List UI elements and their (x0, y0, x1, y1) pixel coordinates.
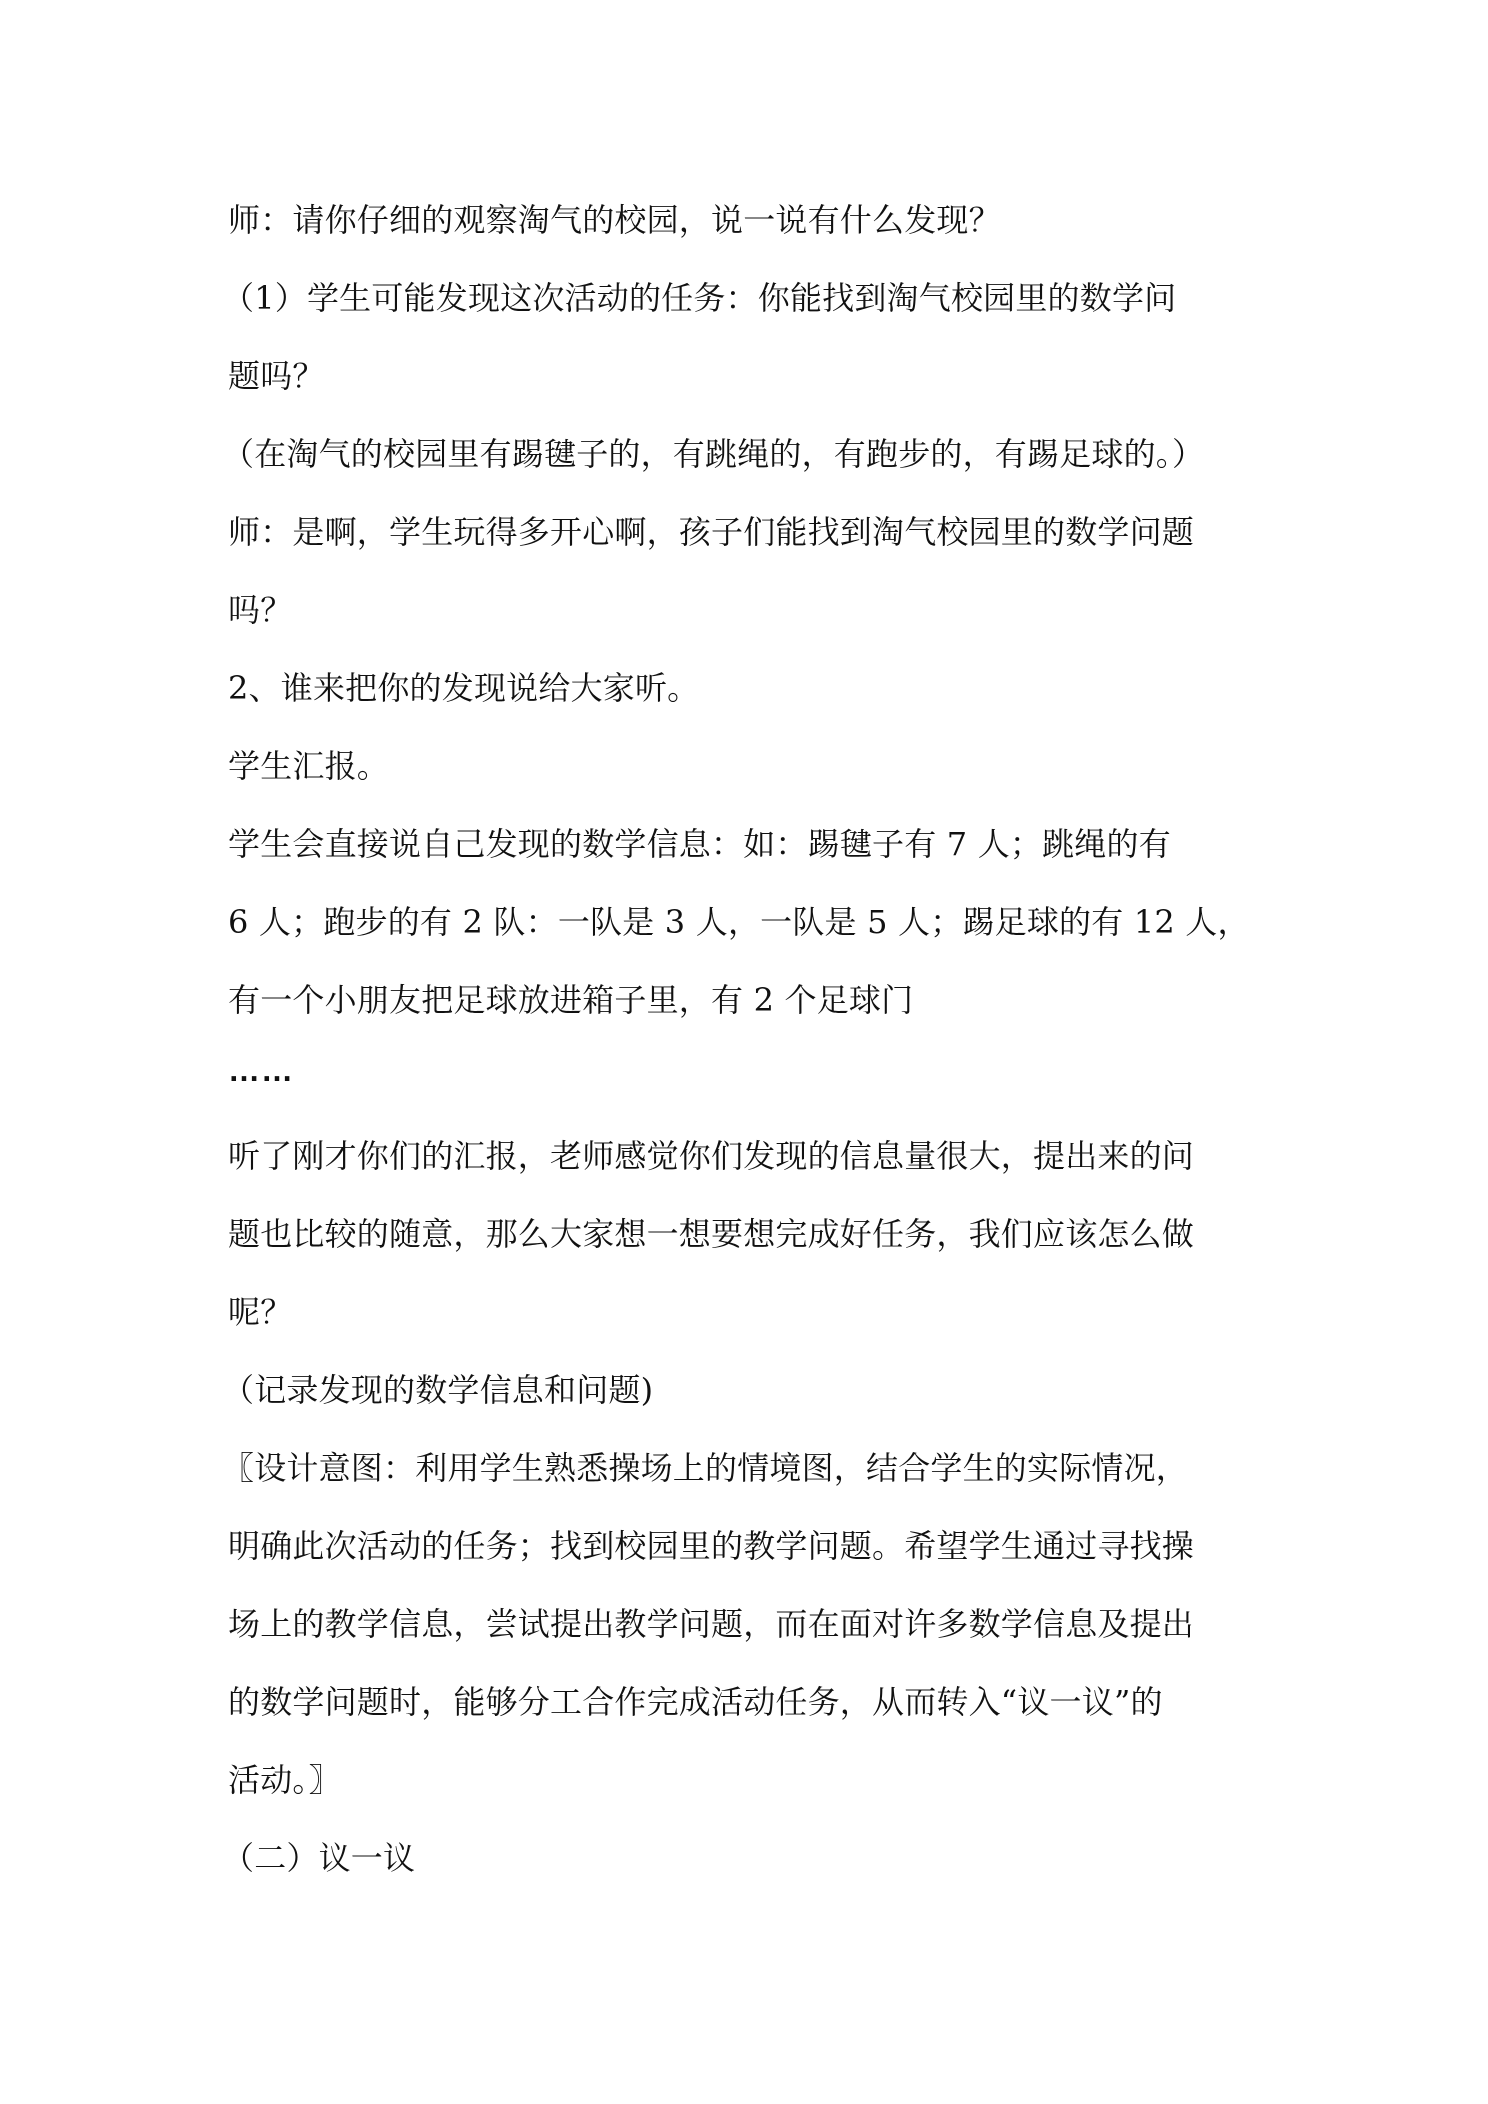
text-line-teacher-reply: 师：是啊，学生玩得多开心啊，孩子们能找到淘气校园里的数学问题 (228, 513, 1195, 551)
text-line-teacher-question: 师：请你仔细的观察淘气的校园，说一说有什么发现？ (228, 201, 1001, 239)
text-line-report-detail-2: 6 人；跑步的有 2 队：一队是 3 人，一队是 5 人；踢足球的有 12 人， (228, 903, 1250, 941)
text-line-step-2: 2、谁来把你的发现说给大家听。 (228, 669, 700, 707)
text-line-student-report: 学生汇报。 (228, 747, 390, 785)
text-line-point-1: （1）学生可能发现这次活动的任务：你能找到淘气校园里的数学问 (222, 279, 1177, 317)
text-line-design-intent-1: 〖设计意图：利用学生熟悉操场上的情境图，结合学生的实际情况， (222, 1449, 1189, 1487)
text-line-scene-description: （在淘气的校园里有踢毽子的，有跳绳的，有跑步的，有踢足球的。） (222, 435, 1205, 473)
text-line-ellipsis: …… (228, 1052, 294, 1088)
text-line-report-detail-3: 有一个小朋友把足球放进箱子里，有 2 个足球门 (228, 981, 914, 1019)
text-line-teacher-comment-3: 呢？ (228, 1293, 293, 1331)
text-line-design-intent-2: 明确此次活动的任务；找到校园里的教学问题。希望学生通过寻找操 (228, 1527, 1195, 1565)
text-line-teacher-comment-2: 题也比较的随意，那么大家想一想要想完成好任务，我们应该怎么做 (228, 1215, 1195, 1253)
section-heading-discuss: （二）议一议 (222, 1839, 416, 1877)
text-line-design-intent-4: 的数学问题时，能够分工合作完成活动任务，从而转入“议一议”的 (228, 1683, 1163, 1721)
text-line-point-1-cont: 题吗？ (228, 357, 325, 395)
text-line-teacher-comment-1: 听了刚才你们的汇报，老师感觉你们发现的信息量很大，提出来的问 (228, 1137, 1195, 1175)
text-line-record-note: （记录发现的数学信息和问题) (222, 1371, 654, 1409)
text-line-design-intent-3: 场上的教学信息，尝试提出教学问题，而在面对许多数学信息及提出 (228, 1605, 1195, 1643)
text-line-teacher-reply-cont: 吗？ (228, 591, 293, 629)
text-line-report-detail-1: 学生会直接说自己发现的数学信息：如：踢毽子有 7 人；跳绳的有 (228, 825, 1171, 863)
text-line-design-intent-5: 活动。〗 (228, 1761, 341, 1799)
